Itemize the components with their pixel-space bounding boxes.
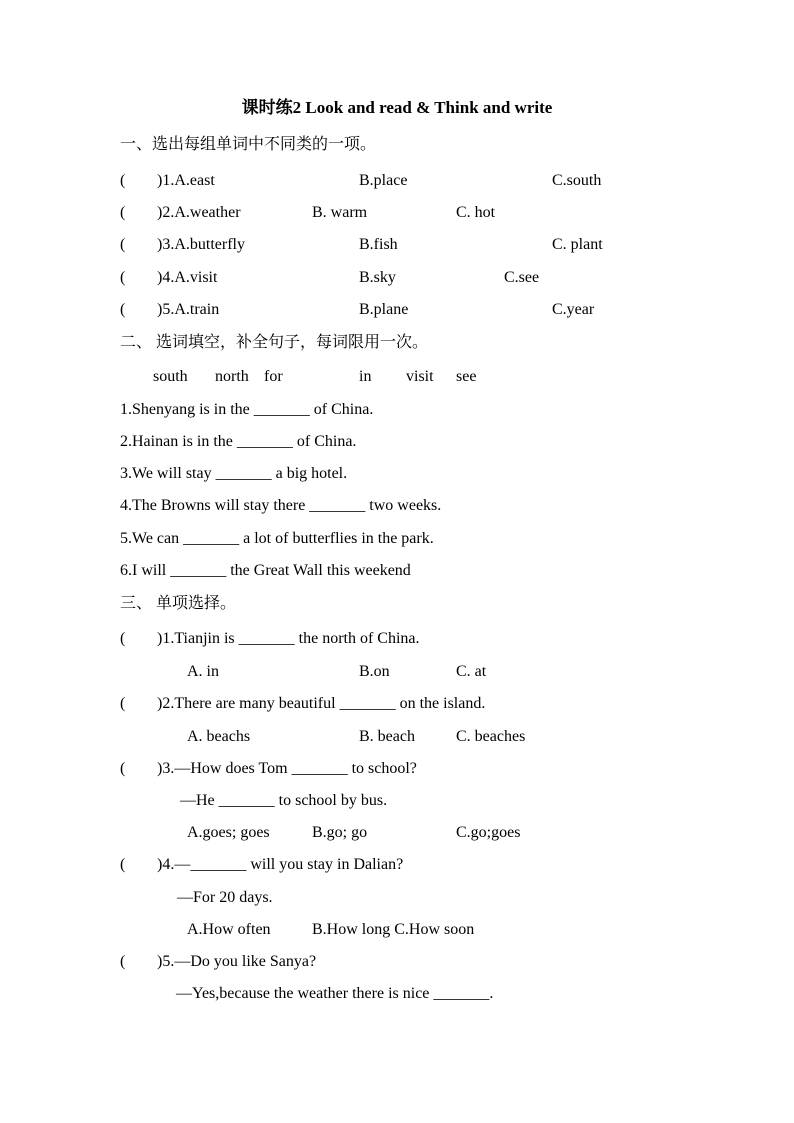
option-a: A.goes; goes [187, 824, 270, 841]
question-text: )2.There are many beautiful _______ on the island. [157, 695, 486, 712]
option-a: )2.A.weather [157, 204, 241, 221]
page-title: 课时练2 Look and read & Think and write [241, 98, 553, 117]
option-a: )5.A.train [157, 301, 220, 318]
list-item: 4.The Browns will stay there _______ two weeks. [120, 497, 442, 514]
option-a: )4.A.visit [157, 269, 218, 286]
question-text: )5.—Do you like Sanya? [157, 953, 317, 970]
option-a: )3.A.butterfly [157, 236, 245, 253]
answer-paren: ( [120, 953, 126, 970]
word-bank-item: in [359, 368, 372, 385]
section2-heading: 二、 选词填空，补全句子，每词限用一次。 [120, 334, 429, 351]
question-reply: —For 20 days. [177, 889, 273, 906]
question-reply: —He _______ to school by bus. [180, 792, 388, 809]
option-c: C. beaches [456, 728, 526, 745]
list-item: 3.We will stay _______ a big hotel. [120, 465, 348, 482]
word-bank-item: visit [406, 368, 434, 385]
answer-paren: ( [120, 172, 126, 189]
question-text: )4.—_______ will you stay in Dalian? [157, 856, 404, 873]
word-bank-item: north [215, 368, 249, 385]
option-c: C. hot [456, 204, 496, 221]
option-c: C.see [504, 269, 540, 286]
option-a: A.How often [187, 921, 271, 938]
option-a: A. beachs [187, 728, 251, 745]
word-bank-item: south [153, 368, 188, 385]
option-b: B.fish [359, 236, 398, 253]
option-c: C.go;goes [456, 824, 521, 841]
question-text: )3.—How does Tom _______ to school? [157, 760, 417, 777]
option-b: B.go; go [312, 824, 368, 841]
question-reply: —Yes,because the weather there is nice _______. [176, 985, 494, 1002]
answer-paren: ( [120, 856, 126, 873]
word-bank-item: for [264, 368, 283, 385]
option-b: B. warm [312, 204, 368, 221]
option-b: B.plane [359, 301, 409, 318]
option-b-c: B.How long C.How soon [312, 921, 475, 938]
answer-paren: ( [120, 695, 126, 712]
option-b: B.sky [359, 269, 396, 286]
section1-heading: 一、选出每组单词中不同类的一项。 [120, 136, 377, 153]
option-b: B. beach [359, 728, 415, 745]
list-item: 2.Hainan is in the _______ of China. [120, 433, 357, 450]
option-a: A. in [187, 663, 219, 680]
answer-paren: ( [120, 236, 126, 253]
option-c: C. at [456, 663, 487, 680]
answer-paren: ( [120, 204, 126, 221]
section3-heading: 三、 单项选择。 [120, 595, 237, 612]
list-item: 1.Shenyang is in the _______ of China. [120, 401, 374, 418]
option-c: C. plant [552, 236, 603, 253]
answer-paren: ( [120, 301, 126, 318]
answer-paren: ( [120, 760, 126, 777]
answer-paren: ( [120, 269, 126, 286]
option-c: C.south [552, 172, 602, 189]
option-c: C.year [552, 301, 595, 318]
option-b: B.on [359, 663, 390, 680]
word-bank-item: see [456, 368, 477, 385]
question-text: )1.Tianjin is _______ the north of China. [157, 630, 420, 647]
option-a: )1.A.east [157, 172, 215, 189]
answer-paren: ( [120, 630, 126, 647]
list-item: 6.I will _______ the Great Wall this weekend [120, 562, 411, 579]
option-b: B.place [359, 172, 408, 189]
list-item: 5.We can _______ a lot of butterflies in the park. [120, 530, 434, 547]
